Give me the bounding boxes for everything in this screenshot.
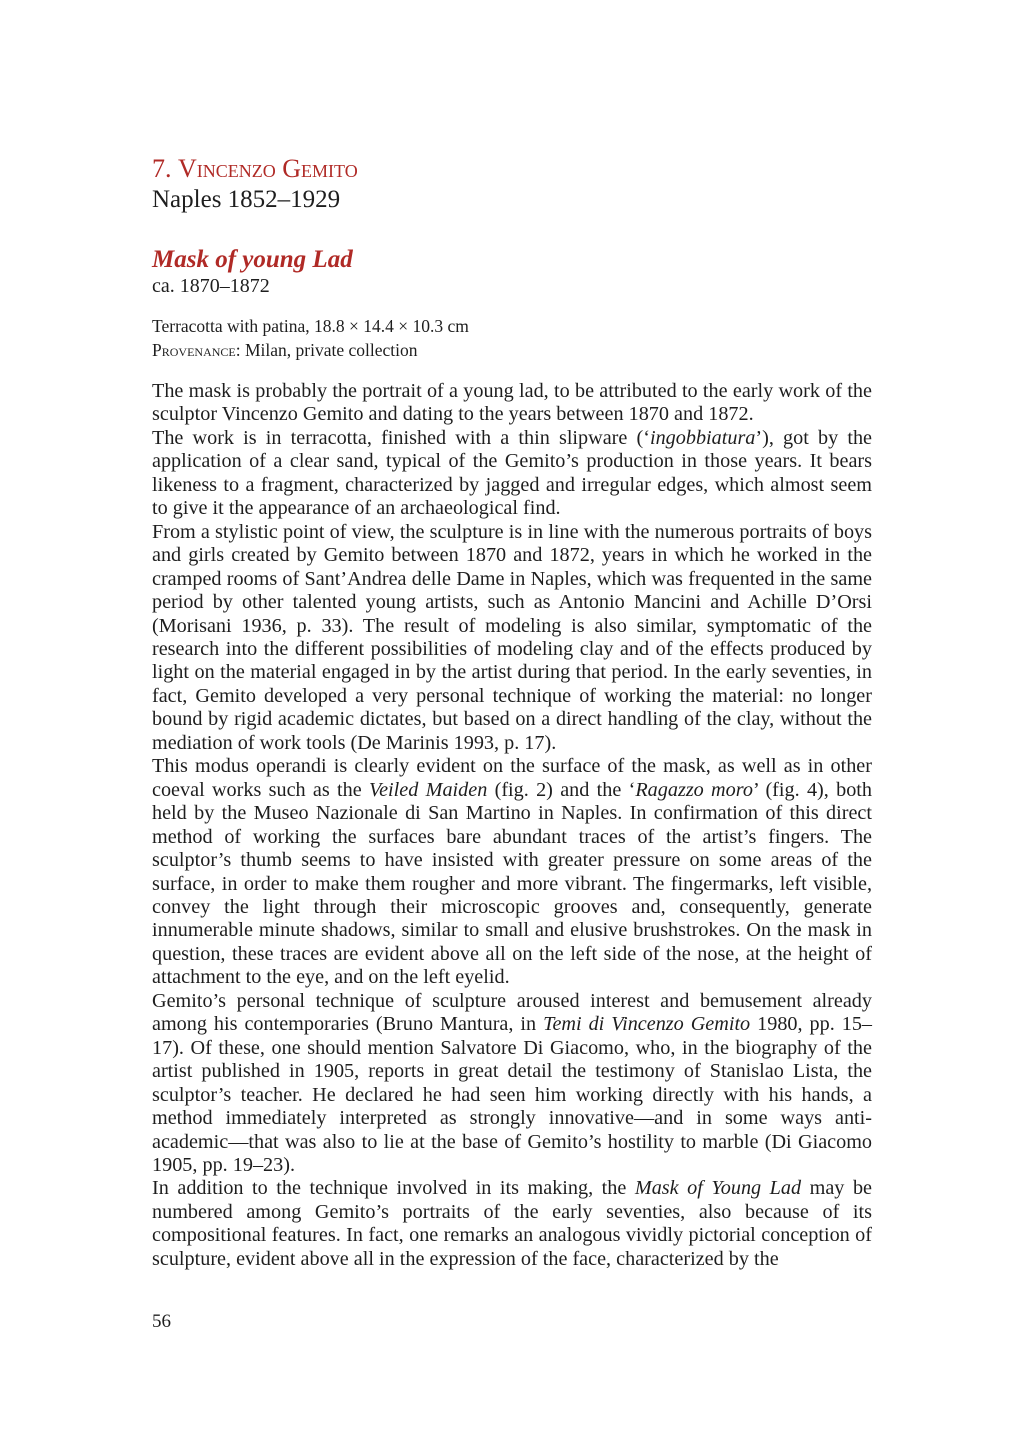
artist-place-dates: Naples 1852–1929 xyxy=(152,186,341,213)
italic-title: Temi di Vincenzo Gemito xyxy=(543,1013,751,1036)
paragraph-6 xyxy=(152,1177,872,1271)
paragraph-3: From a stylistic point of view, the sculpture is in line with the numerous portraits of boys and girls created by Gemito between 1870 and 1872, years in which he worked in the cramped rooms of Sant’Andrea delle Dame in Naples, which was frequented in the same period by other talented young artists, such as Antonio Mancini and Achille D’Orsi (Morisani 1936, p. 33). The result of modeling is also similar, symptomatic of the research into the different possibilities of modeling clay and of the effects produced by light on the material engaged in by the artist during that period. In the early seventies, in fact, Gemito developed a very personal technique of working the material: no longer bound by rigid academic dictates, but based on a direct handling of the clay, without the mediation of work tools (De Marinis 1993, p. 17). xyxy=(152,520,872,754)
text-run: The work is in terracotta, finished with a thin slipware (‘ xyxy=(152,426,650,449)
essay-body xyxy=(152,380,872,1271)
paragraph-1: The mask is probably the portrait of a young lad, to be attributed to the early work of the sculptor Vincenzo Gemito and dating to the years between 1870 and 1872. xyxy=(152,380,872,426)
work-medium: Terracotta with patina, 18.8 × 14.4 × 10.3 cm xyxy=(152,316,469,336)
italic-title: Veiled Maiden xyxy=(369,778,488,801)
work-date: ca. 1870–1872 xyxy=(152,275,270,297)
paragraph-5 xyxy=(152,990,872,1178)
paragraph-4 xyxy=(152,755,872,990)
artist-first-name: Vincenzo xyxy=(178,154,276,183)
page-number: 56 xyxy=(152,1311,171,1332)
text-run: ’ (fig. 4), both held by the Museo Nazionale di San Martino in Naples. In confirmation of this direct method of working the surfaces bare abundant traces of the artist’s fingers. The sculptor’s thumb seems to have insisted with greater pressure on some areas of the surface, in order to make them rougher and more vibrant. The fingermarks, left visible, convey the light through their microscopic grooves and, consequently, generate innumerable minute shadows, similar to small and elusive brushstrokes. On the mask in question, these traces are evident above all on the left side of the nose, at the height of attachment to the eye, and on the left eyelid. xyxy=(152,778,873,989)
entry-number: 7. xyxy=(152,154,172,183)
work-provenance xyxy=(152,338,417,362)
work-title: Mask of young Lad xyxy=(152,246,353,273)
text-run: may be numbered among Gemito’s portraits of the early seventies, also because of its compositional features. In fact, one remarks an analogous vividly pictorial conception of sculpture, evident above all in the expression of the face, characterized by the xyxy=(152,1177,872,1270)
text-run: Gemito’s personal technique of sculpture aroused interest and bemusement already among his contemporaries (Bruno Mantura, in xyxy=(152,989,872,1036)
text-run: 1980, pp. 15–17). Of these, one should mention Salvatore Di Giacomo, who, in the biography of the artist published in 1905, reports in great detail the testimony of Stanislao Lista, the sculptor’s teacher. He declared he had seen him working directly with his hands, a method immediately interpreted as strongly innovative—and in some ways anti-academic—that was also to lie at the base of Gemito’s hostility to marble (Di Giacomo 1905, pp. 19–23). xyxy=(152,1013,872,1176)
text-run: This modus operandi is clearly evident on the surface of the mask, as well as in other coeval works such as the xyxy=(152,755,872,801)
italic-title: Mask of Young Lad xyxy=(634,1177,802,1200)
text-run: ’), got by the application of a clear sand, typical of the Gemito’s production in those years. It bears likeness to a fragment, characterized by jagged and irregular edges, which almost seem to give it the appearance of an archaeological find. xyxy=(152,426,873,520)
provenance-label: Provenance: xyxy=(152,340,241,360)
italic-term: ingobbiatura xyxy=(649,426,756,449)
text-run: In addition to the technique involved in its making, the xyxy=(152,1177,635,1200)
text-run: (fig. 2) and the ‘ xyxy=(487,778,636,801)
entry-heading xyxy=(152,152,358,186)
paragraph-2 xyxy=(152,427,872,521)
italic-title: Ragazzo moro xyxy=(635,778,753,801)
artist-last-name: Gemito xyxy=(282,154,358,183)
provenance-value: Milan, private collection xyxy=(240,340,418,360)
